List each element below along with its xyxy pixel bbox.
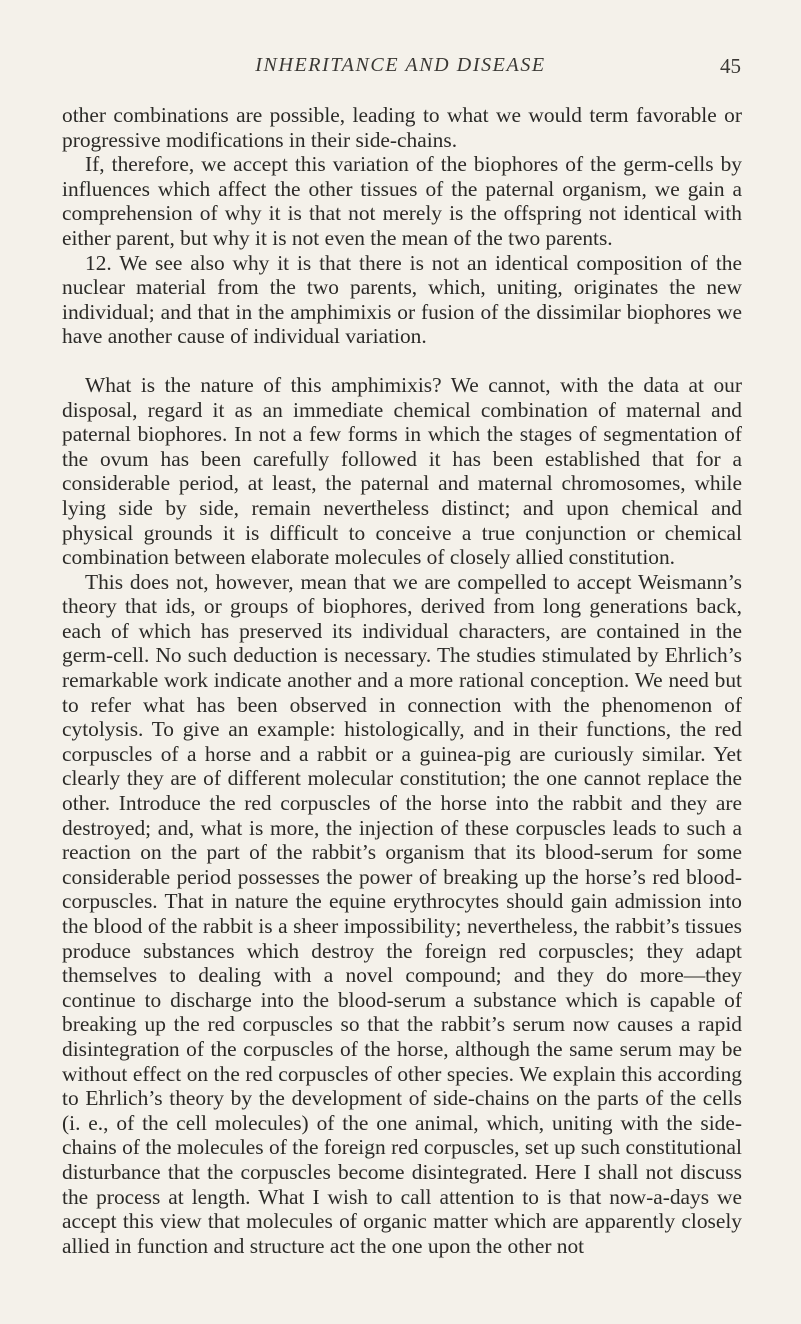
paragraph: This does not, however, mean that we are compelled to accept Weismann’s theory that ids, or groups of biophores, derived from long generations back, each of which has preserved its individual characters, are contained in the germ-cell. No such deduction is necessary. The studies stimulated by Ehrlich’s remarkable work indicate another and a more rational conception. We need but to refer what has been observed in connection with the phenomenon of cytolysis. To give an example: histologically, and in their functions, the red corpuscles of a horse and a rabbit or a guinea-pig are curiously similar. Yet clearly they are of different molecular constitution; the one cannot replace the other. Introduce the red corpuscles of the horse into the rabbit and they are destroyed; and, what is more, the injection of these corpuscles leads to such a reaction on the part of the rabbit’s organism that its blood-serum for some considerable period possesses the power of breaking up the horse’s red blood-corpuscles. That in nature the equine erythrocytes should gain admission into the blood of the rabbit is a sheer impossibility; nevertheless, the rabbit’s tissues produce substances which destroy the foreign red corpuscles; they adapt themselves to dealing with a novel compound; and they do more—they continue to discharge into the blood-serum a substance which is capable of breaking up the red corpuscles so that the rabbit’s serum now causes a rapid disintegration of the corpuscles of the horse, although the same serum may be without effect on the red corpuscles of other species. We explain this according to Ehrlich’s theory by the development of side-chains on the parts of the cells (i. e., of the cell molecules) of the one animal, which, uniting with the side-chains of the molecules of the foreign red corpuscles, set up such constitutional disturbance that the corpuscles become disintegrated. Here I shall not discuss the process at length. What I wish to call attention to is that now-a-days we accept this view that molecules of organic matter which are apparently closely allied in function and structure act the one upon the other not bbox=[62, 569, 742, 1258]
running-header bbox=[0, 54, 801, 82]
paragraph-continuation: other combinations are possible, leading to what we would term favorable or progressive modifications in their side-chains. bbox=[62, 103, 742, 152]
paragraph: What is the nature of this amphimixis? We cannot, with the data at our disposal, regard it as an immediate chemical combination of maternal and paternal biophores. In not a few forms in which the stages of segmentation of the ovum has been carefully followed it has been established that for a considerable period, at least, the paternal and maternal chromosomes, while lying side by side, remain nevertheless distinct; and upon chemical and physical grounds it is difficult to conceive a true conjunction or chemical combination between elaborate molecules of closely allied constitution. bbox=[62, 372, 742, 570]
page-number: 45 bbox=[720, 54, 741, 78]
body-text bbox=[62, 103, 742, 1258]
paragraph-numbered-12: 12. We see also why it is that there is not an identical composition of the nuclear material from the two parents, which, uniting, originates the new individual; and that in the amphimixis or fusion of the dissimilar biophores we have another cause of individual variation. bbox=[62, 250, 742, 349]
paragraph: If, therefore, we accept this variation of the biophores of the germ-cells by influences which affect the other tissues of the paternal organism, we gain a comprehension of why it is that not merely is the offspring not identical with either parent, but why it is not even the mean of the two parents. bbox=[62, 152, 742, 250]
running-title: INHERITANCE AND DISEASE bbox=[255, 54, 546, 76]
